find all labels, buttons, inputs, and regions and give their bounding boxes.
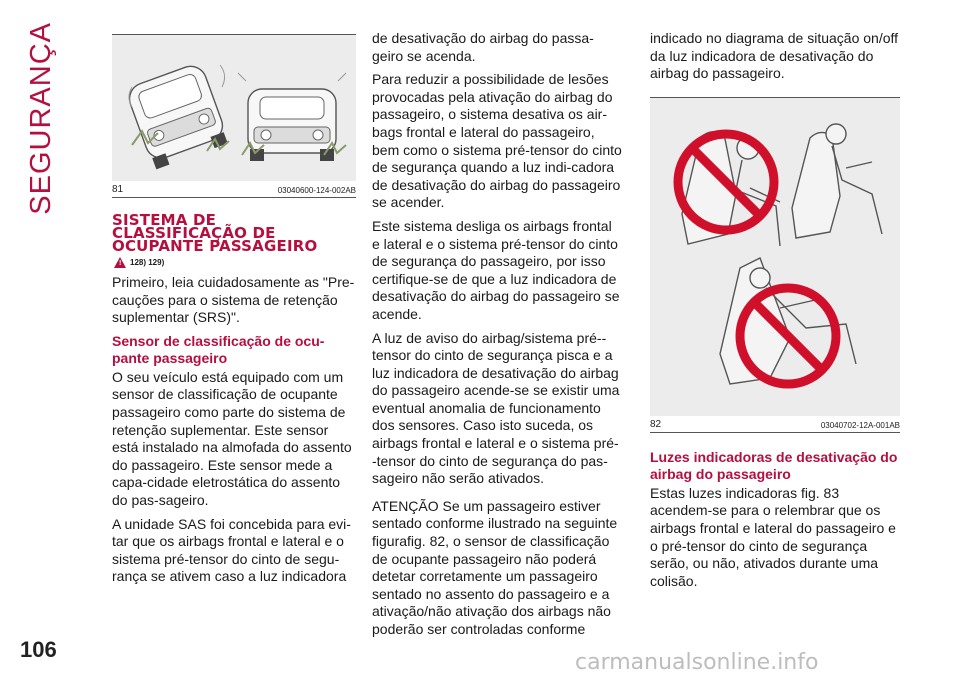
section-heading: SISTEMA DE CLASSIFICAÇÃO DE OCUPANTE PASSAGEIRO <box>112 211 318 255</box>
section-tab <box>6 22 76 215</box>
paragraph: O seu veículo está equipado com um sensor de classificação de ocupante passageiro como parte do sistema de retenção suplementar. Este sensor está instalado na almofada do assento do passageiro. Este sensor mede a capa-cidade eletrostática do assento do pas-sageiro. <box>112 368 352 508</box>
figure-number: 81 <box>112 184 124 195</box>
paragraph: ATENÇÃO Se um passageiro estiver sentado conforme ilustrado na seguinte figurafig. 82, o sensor de classificação de ocupante passageiro não poderá detetar corretamente um passageiro sentado no assento do passageiro e a ativação/não ativação dos airbags não poderão ser controladas conforme <box>372 497 618 637</box>
subheading: Sensor de classificação de ocu-pante passageiro <box>112 332 325 366</box>
paragraph: Estas luzes indicadoras fig. 83 acendem-se para o relembrar que os airbags frontal e lateral do passageiro e o pré-tensor do cinto de segurança serão, ou não, ativados durante uma colisão. <box>650 484 896 589</box>
paragraph: Este sistema desliga os airbags frontal e lateral e o sistema pré-tensor do cinto de segurança do passageiro, por isso certifique-se de que a luz indicadora de desativação do airbag do passageiro se acende. <box>372 217 620 322</box>
figure-code: 03040600-124-002AB <box>277 186 356 195</box>
paragraph: A luz de aviso do airbag/sistema pré--tensor do cinto de segurança pisca e a luz indicadora de desativação do airbag do passageiro acende-se se existir uma eventual anomalia de funcionamento dos sensores. Caso isto suceda, os airbags frontal e lateral e o sistema pré--tensor do cinto de segurança do pas-sageiro não serão ativados. <box>372 329 620 487</box>
prohibited-sitting-positions-illustration <box>650 98 900 416</box>
figure-82 <box>650 97 900 416</box>
warning-triangle-icon: ! <box>114 257 126 268</box>
warning-references <box>112 257 356 268</box>
tilted-car-illustration <box>112 35 356 181</box>
watermark: carmanualsonline.info <box>575 650 819 675</box>
paragraph: de desativação do airbag do passa-geiro se acenda. <box>372 30 594 64</box>
paragraph: A unidade SAS foi concebida para evi-tar que os airbags frontal e lateral e o sistema pré-tensor do cinto de segu-rança se ativem caso a luz indicadora <box>112 515 351 585</box>
figure-82-caption <box>650 416 900 433</box>
column-2 <box>372 30 622 645</box>
paragraph: Primeiro, leia cuidadosamente as "Pre-cauções para o sistema de retenção suplementar (SRS)". <box>112 274 355 326</box>
paragraph: indicado no diagrama de situação on/off da luz indicadora de desativação do airbag do passageiro. <box>650 30 899 82</box>
figure-81-caption <box>112 181 356 198</box>
column-1 <box>112 0 356 592</box>
warning-refs-text: 128) 129) <box>130 258 165 267</box>
paragraph: Para reduzir a possibilidade de lesões provocadas pela ativação do airbag do passageiro, o sistema desativa os air-bags frontal e lateral do passageiro, bem como o sistema pré-tensor do cinto de segurança quando a luz indi-cadora de desativação do airbag do passageiro se acender. <box>372 71 622 211</box>
page-number: 106 <box>20 637 57 662</box>
figure-81 <box>112 34 356 181</box>
subheading: Luzes indicadoras de desativação do airbag do passageiro <box>650 448 898 482</box>
section-title: SEGURANÇA <box>24 22 57 215</box>
figure-code: 03040702-12A-001AB <box>820 420 900 430</box>
column-3 <box>650 30 900 596</box>
figure-number: 82 <box>650 418 662 430</box>
